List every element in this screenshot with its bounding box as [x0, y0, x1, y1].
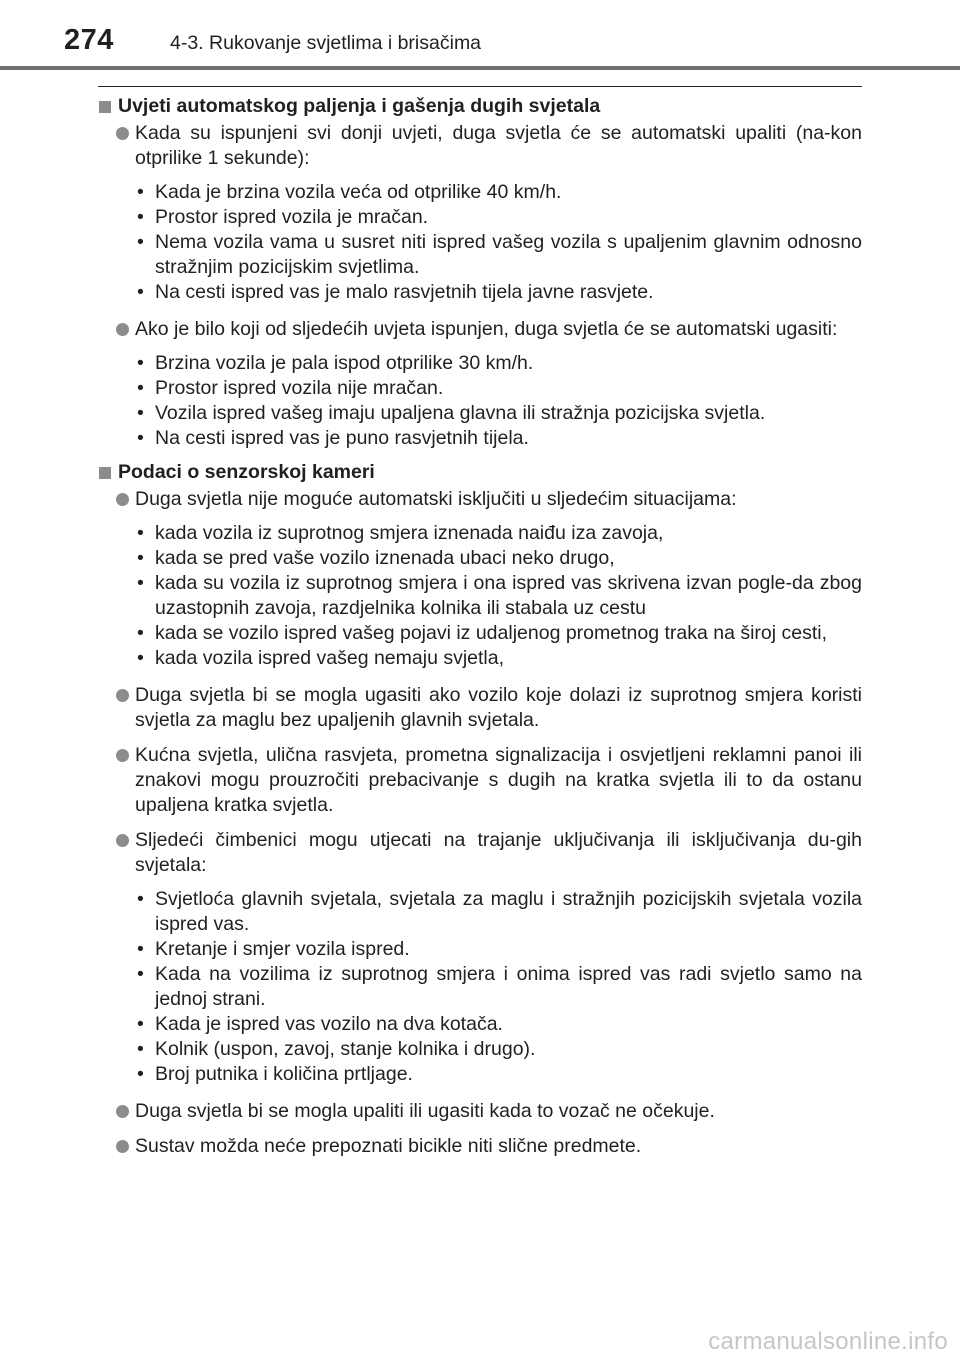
- bullet-text: Prostor ispred vozila je mračan.: [155, 206, 429, 228]
- bullet-item: [135, 571, 862, 621]
- square-icon: [99, 101, 111, 113]
- circle-icon: [116, 749, 129, 762]
- bullet-text: kada su vozila iz suprotnog smjera i ona ispred vas skrivena izvan pogle-da zbog uzastopnih zavoja, razdjelnika kolnika ili stabala uz cestu: [155, 572, 862, 619]
- bullet-icon: •: [137, 402, 144, 424]
- circle-icon: [116, 493, 129, 506]
- bullet-text: Na cesti ispred vas je malo rasvjetnih tijela javne rasvjete.: [155, 281, 654, 303]
- item-text: Sljedeći čimbenici mogu utjecati na trajanje uključivanja ili isključivanja du-gih svjetala:: [135, 829, 862, 876]
- bullet-item: [135, 280, 862, 305]
- bullet-item: [135, 887, 862, 937]
- bullet-icon: •: [137, 572, 144, 594]
- bullet-icon: •: [137, 522, 144, 544]
- bullet-item: [135, 376, 862, 401]
- bullet-icon: •: [137, 427, 144, 449]
- spacer: [98, 1124, 862, 1134]
- bullet-text: kada vozila iz suprotnog smjera iznenada naiđu iza zavoja,: [155, 522, 664, 544]
- spacer: [98, 453, 862, 460]
- spacer: [98, 733, 862, 743]
- bullet-icon: •: [137, 206, 144, 228]
- bullet-item: [135, 937, 862, 962]
- square-icon: [99, 467, 111, 479]
- bullet-text: kada vozila ispred vašeg nemaju svjetla,: [155, 647, 505, 669]
- bullet-item: [135, 521, 862, 546]
- bullet-text: kada se pred vaše vozilo iznenada ubaci neko drugo,: [155, 547, 615, 569]
- list-item: [98, 743, 862, 818]
- bullet-icon: •: [137, 1038, 144, 1060]
- section-title: Uvjeti automatskog paljenja i gašenja dugih svjetala: [118, 95, 601, 117]
- page-header: [0, 0, 960, 70]
- bullet-icon: •: [137, 377, 144, 399]
- bullet-item: [135, 230, 862, 280]
- list-item: [98, 828, 862, 878]
- bullet-text: Kretanje i smjer vozila ispred.: [155, 938, 410, 960]
- circle-icon: [116, 323, 129, 336]
- bullet-icon: •: [137, 1063, 144, 1085]
- item-text: Duga svjetla nije moguće automatski isključiti u sljedećim situacijama:: [135, 488, 737, 510]
- circle-icon: [116, 127, 129, 140]
- list-item: [98, 683, 862, 733]
- bullet-icon: •: [137, 352, 144, 374]
- item-text: Kućna svjetla, ulična rasvjeta, prometna signalizacija i osvjetljeni reklamni panoi ili znakovi mogu prouzročiti prebacivanje s dugih na kratka svjetla ili to da ostanu upaljena kratka svjetla.: [135, 744, 862, 816]
- bullet-text: Kada je brzina vozila veća od otprilike 40 km/h.: [155, 181, 562, 203]
- bullet-item: [135, 646, 862, 671]
- bullet-icon: •: [137, 181, 144, 203]
- bullet-text: Vozila ispred vašeg imaju upaljena glavna ili stražnja pozicijska svjetla.: [155, 402, 766, 424]
- section-heading: [98, 460, 862, 485]
- watermark: carmanualsonline.info: [708, 1328, 948, 1355]
- bullet-text: Svjetloća glavnih svjetala, svjetala za maglu i stražnjih pozicijskih svjetala vozila ispred vas.: [155, 888, 862, 935]
- item-text: Duga svjetla bi se mogla upaliti ili ugasiti kada to vozač ne očekuje.: [135, 1100, 715, 1122]
- bullet-item: [135, 962, 862, 1012]
- spacer: [98, 307, 862, 317]
- spacer: [98, 818, 862, 828]
- bullet-icon: •: [137, 647, 144, 669]
- bullet-text: Nema vozila vama u susret niti ispred vašeg vozila s upaljenim glavnim odnosno stražnjim pozicijskim svjetlima.: [155, 231, 862, 278]
- bullet-text: Na cesti ispred vas je puno rasvjetnih tijela.: [155, 427, 529, 449]
- chapter-title: 4-3. Rukovanje svjetlima i brisačima: [170, 32, 482, 54]
- bullet-item: [135, 205, 862, 230]
- item-text: Ako je bilo koji od sljedećih uvjeta ispunjen, duga svjetla će se automatski ugasiti:: [135, 318, 838, 340]
- page-number: 274: [64, 24, 114, 56]
- header-divider: [0, 66, 960, 70]
- bullet-item: [135, 546, 862, 571]
- list-item: [98, 317, 862, 342]
- list-item: [98, 1099, 862, 1124]
- bullet-item: [135, 180, 862, 205]
- item-text: Kada su ispunjeni svi donji uvjeti, duga svjetla će se automatski upaliti (na-kon otprilike 1 sekunde):: [135, 122, 862, 169]
- list-item: [98, 1134, 862, 1159]
- page-content: [98, 94, 862, 1159]
- bullet-item: [135, 1012, 862, 1037]
- bullet-icon: •: [137, 963, 144, 985]
- list-item: [98, 121, 862, 171]
- circle-icon: [116, 834, 129, 847]
- bullet-text: Kolnik (uspon, zavoj, stanje kolnika i drugo).: [155, 1038, 536, 1060]
- bullet-item: [135, 401, 862, 426]
- bullet-text: Prostor ispred vozila nije mračan.: [155, 377, 444, 399]
- content-top-divider: [98, 86, 862, 87]
- bullet-item: [135, 1037, 862, 1062]
- bullet-icon: •: [137, 888, 144, 910]
- bullet-text: kada se vozilo ispred vašeg pojavi iz udaljenog prometnog traka na široj cesti,: [155, 622, 828, 644]
- circle-icon: [116, 689, 129, 702]
- bullet-text: Kada na vozilima iz suprotnog smjera i onima ispred vas radi svjetlo samo na jednoj strani.: [155, 963, 862, 1010]
- bullet-text: Kada je ispred vas vozilo na dva kotača.: [155, 1013, 503, 1035]
- bullet-list: [135, 521, 862, 671]
- item-text: Sustav možda neće prepoznati bicikle niti slične predmete.: [135, 1135, 642, 1157]
- section-heading: [98, 94, 862, 119]
- bullet-item: [135, 351, 862, 376]
- bullet-text: Brzina vozila je pala ispod otprilike 30 km/h.: [155, 352, 534, 374]
- bullet-icon: •: [137, 938, 144, 960]
- circle-icon: [116, 1140, 129, 1153]
- bullet-icon: •: [137, 622, 144, 644]
- spacer: [98, 1089, 862, 1099]
- bullet-icon: •: [137, 281, 144, 303]
- bullet-item: [135, 1062, 862, 1087]
- bullet-icon: •: [137, 1013, 144, 1035]
- bullet-icon: •: [137, 231, 144, 253]
- bullet-item: [135, 426, 862, 451]
- bullet-icon: •: [137, 547, 144, 569]
- spacer: [98, 673, 862, 683]
- item-text: Duga svjetla bi se mogla ugasiti ako vozilo koje dolazi iz suprotnog smjera koristi svjetla za maglu bez upaljenih glavnih svjetala.: [135, 684, 862, 731]
- bullet-list: [135, 180, 862, 305]
- bullet-text: Broj putnika i količina prtljage.: [155, 1063, 413, 1085]
- bullet-list: [135, 887, 862, 1087]
- section-title: Podaci o senzorskoj kameri: [118, 461, 375, 483]
- circle-icon: [116, 1105, 129, 1118]
- list-item: [98, 487, 862, 512]
- bullet-item: [135, 621, 862, 646]
- bullet-list: [135, 351, 862, 451]
